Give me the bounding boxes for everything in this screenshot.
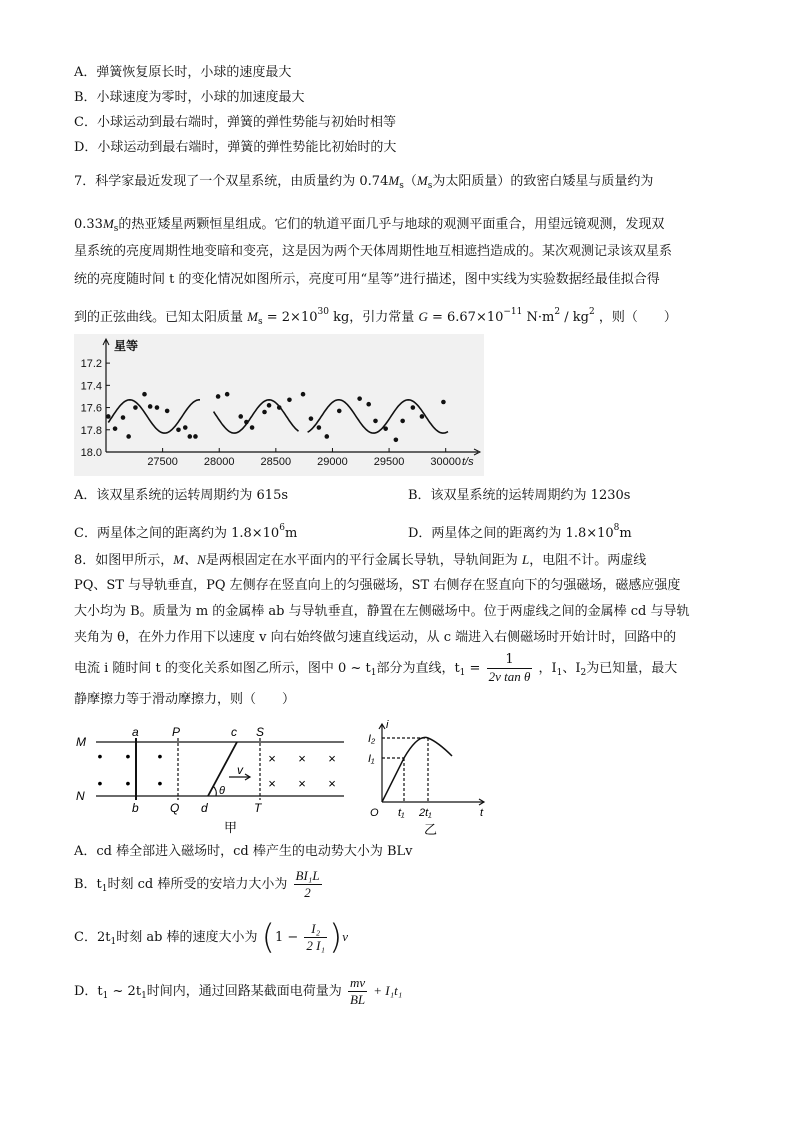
q7-option-a: A．该双星系统的运转周期约为 615s [74,488,289,503]
q6-option-a: A．弹簧恢复原长时，小球的速度最大 [74,65,292,80]
field-dot: • [157,748,163,764]
data-point [148,404,153,409]
field-cross: × [328,776,336,791]
q8-option-a: A．cd 棒全部进入磁场时，cd 棒产生的电动势大小为 BLv [74,844,413,859]
q7-option-c: C．两星体之间的距离约为 $1.8\times 10^6m$ [74,523,298,541]
velocity-fraction: $\frac{\text{I₂}}{\text{2 I₁}}$ [306,921,325,953]
label-t1: t₁ [398,807,405,819]
data-point [420,414,425,419]
data-point [113,426,118,431]
x-axis-label: t/s [462,456,474,468]
q6-option-b: B．小球速度为零时，小球的加速度最大 [74,90,305,105]
data-point [126,434,131,439]
data-point [301,392,306,397]
data-point [262,410,267,415]
data-point [366,402,371,407]
t1-fraction: $\frac{1}{\text{2v tan θ}}$ [488,652,531,684]
x-tick-label: 30000 [430,456,461,468]
data-point [250,425,255,430]
ampere-force-fraction: $\frac{\text{BI₁L}}{2}$ [295,868,320,900]
data-point [325,434,330,439]
q7-stem-line5: 到的正弦曲线。已知太阳质量 $M_s = 2\times 10^{30}$ kg，引力常量 $G = 6.67\times 10^{-11}$ $N\cdot m^2 / kg^2$ ，则（ ） [74,307,677,327]
q6-option-c: C．小球运动到最右端时，弹簧的弹性势能与初始时相等 [74,115,396,130]
data-point [238,414,243,419]
data-point [267,403,272,408]
data-point [133,405,138,410]
label-M: M [76,735,86,749]
q7-stem-line3: 星系统的亮度周期性地变暗和变亮，这是因为两个天体周期性地互相遮挡造成的。某次观测记录该双星系 [74,244,673,259]
label-O: O [370,807,379,819]
data-point [287,397,292,402]
label-S: S [256,725,265,739]
y-tick-label: 17.8 [80,424,102,437]
x-tick-label: 27500 [147,456,178,468]
label-2t1: 2t₁ [419,807,432,819]
field-cross: × [298,751,306,766]
charge-fraction: $\frac{mv}{BL}$ [349,975,366,1007]
caption-yi: 乙 [424,822,438,837]
field-dot: • [125,775,131,791]
q8-stem-line6: 静摩擦力等于滑动摩擦力，则（ ） [74,692,296,707]
chart-title: 星等 [114,339,139,353]
data-point [400,419,405,424]
field-dot: • [97,775,103,791]
label-Q: Q [170,801,180,815]
data-point [411,405,416,410]
data-point [187,434,192,439]
data-point [394,437,399,442]
data-point [176,427,181,432]
field-dot: • [157,775,163,791]
label-a: a [132,725,139,739]
field-dot: • [125,748,131,764]
q7-option-d: D．两星体之间的距离约为 $1.8\times 10^8m$ [408,523,632,541]
q8-stem-line4: 夹角为 θ，在外力作用下以速度 v 向右始终做匀速直线运动，从 c 端进入右侧磁场时开始计时，回路中的 [74,630,677,645]
figure-yi [368,716,490,838]
label-P: P [172,725,181,739]
q8-option-d: D．$t_1$ ~ $2t_1$时间内，通过回路某截面电荷量为 $\frac{mv}{BL}$ + I₁t₁ [74,975,403,1007]
label-I1: I₁ [368,753,375,765]
y-tick-label: 17.2 [80,358,102,371]
label-c: c [231,725,237,739]
x-tick-label: 29500 [373,456,405,468]
data-point [183,425,188,430]
x-tick-label: 28500 [260,456,292,468]
field-cross: × [268,776,276,791]
label-N: N [76,789,85,803]
y-tick-label: 17.4 [80,380,102,393]
field-cross: × [328,751,336,766]
q8-option-b: B．$t_1$时刻 cd 棒所受的安培力大小为 $\frac{\text{BI₁L}}{2}$ [74,868,320,900]
label-v: v [237,763,243,777]
data-point [383,426,388,431]
data-point [155,405,160,410]
data-point [106,414,111,419]
data-point [337,409,342,414]
q7-stem-line2: $0.33M_s$的热亚矮星两颗恒星组成。它们的轨道平面几乎与地球的观测平面重合，用望远镜观测，发现双 [74,216,665,234]
q6-option-d: D．小球运动到最右端时，弹簧的弹性势能比初始时的大 [74,140,397,155]
label-T: T [254,801,262,815]
q8-option-c: C．$2t_1$时刻 ab 棒的速度大小为 (1 − $\frac{\text{I₂}}{\text{2 I₁}}$ )v [74,917,349,958]
data-point [165,409,170,414]
data-point [373,419,378,424]
q7-stem-line4: 统的亮度随时间 t 的变化情况如图所示，亮度可用“星等”进行描述，图中实线为实验数据经最佳拟合得 [74,272,660,287]
data-point [317,425,322,430]
field-cross: × [298,776,306,791]
q7-stem-line1: 7．科学家最近发现了一个双星系统，由质量约为 $0.74M_s(M_s$为太阳质量）的致密白矮星与质量约为 [74,173,654,191]
field-cross: × [268,751,276,766]
y-tick-label: 18.0 [80,447,102,459]
data-point [309,416,314,421]
data-point [357,396,362,401]
data-point [244,420,249,425]
label-i: i [386,719,389,731]
q7-option-b: B．该双星系统的运转周期约为 1230s [408,488,631,503]
x-tick-label: 28000 [203,456,235,468]
data-point [216,394,221,399]
field-dot: • [97,748,103,764]
caption-jia: 甲 [224,820,238,835]
figure-jia [74,724,354,836]
label-b: b [132,801,139,815]
current-line [382,758,404,802]
brightness-chart [74,334,484,476]
label-theta: θ [219,785,225,797]
data-point [121,415,126,420]
data-point [142,392,147,397]
q8-stem-line3: 大小均为 B。质量为 m 的金属棒 ab 与导轨垂直，静置在左侧磁场中。位于两虚线之间的金属棒 cd 与导轨 [74,604,690,619]
label-I2: I₂ [368,733,376,745]
data-point [225,392,230,397]
data-point [277,405,282,410]
q8-stem-line1: 8．如图甲所示，M、N是两根固定在水平面内的平行金属长导轨，导轨间距为 L，电阻不计。两虚线 [74,552,647,568]
x-tick-label: 29000 [317,456,348,468]
q8-stem-line2: PQ、ST 与导轨垂直，PQ 左侧存在竖直向上的匀强磁场，ST 右侧存在竖直向下的匀强磁场，磁感应强度 [74,578,681,593]
q8-stem-line5: 电流 i 随时间 t 的变化关系如图乙所示，图中 0 ~ $t_1$部分为直线，$t_1$ = $\frac{1}{\text{2v tan θ}}$ ，$I_1$、$I_2$为已知量，最大 [74,652,678,684]
y-tick-label: 17.6 [80,402,102,415]
label-t: t [480,807,484,819]
data-point [441,400,446,405]
data-point [193,434,198,439]
label-d: d [201,801,208,815]
